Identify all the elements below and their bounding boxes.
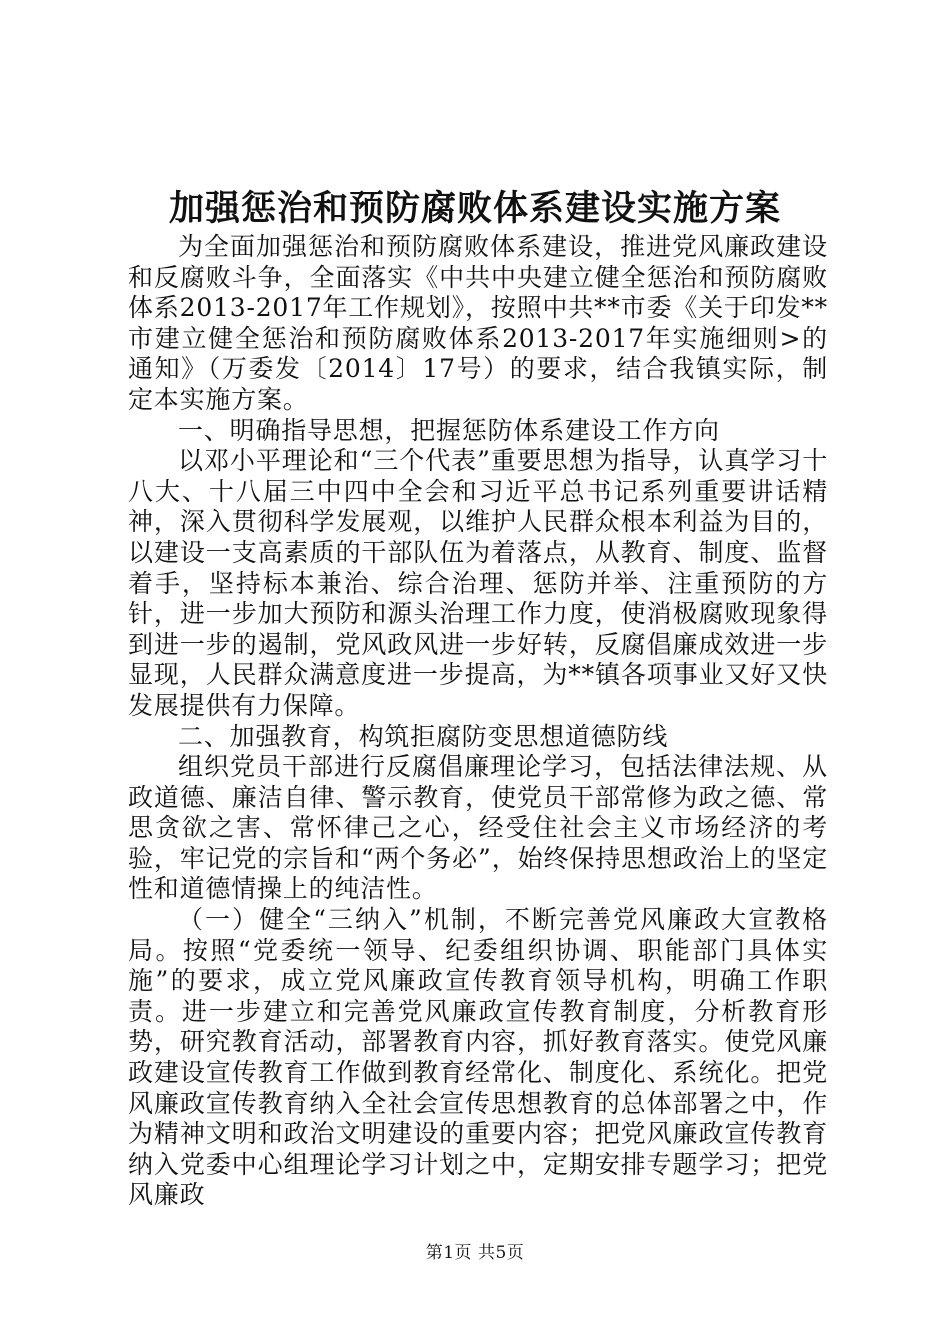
document-body bbox=[128, 232, 828, 1211]
intro-paragraph: 为全面加强惩治和预防腐败体系建设，推进党风廉政建设和反腐败斗争，全面落实《中共中央建立健全惩治和预防腐败体系2013-2017年工作规划》，按照中共**市委《关于印发**市建立健全惩治和预防腐败体系2013-2017年实施细则>的通知》（万委发〔2014〕17号）的要求，结合我镇实际，制定本实施方案。 bbox=[128, 232, 828, 414]
section-heading-1: 一、明确指导思想，把握惩防体系建设工作方向 bbox=[178, 415, 720, 445]
document-title: 加强惩治和预防腐败体系建设实施方案 bbox=[168, 188, 781, 229]
subsection-1-paragraph: （一）健全“三纳入”机制，不断完善党风廉政大宣教格局。按照“党委统一领导、纪委组织协调、职能部门具体实施”的要求，成立党风廉政宣传教育领导机构，明确工作职责。进一步建立和完善党风廉政宣传教育制度，分析教育形势，研究教育活动，部署教育内容，抓好教育落实。使党风廉政建设宣传教育工作做到教育经常化、制度化、系统化。把党风廉政宣传教育纳入全社会宣传思想教育的总体部署之中，作为精神文明和政治文明建设的重要内容；把党风廉政宣传教育纳入党委中心组理论学习计划之中，定期安排专题学习；把党风廉政 bbox=[128, 905, 828, 1210]
section-heading-2: 二、加强教育，构筑拒腐防变思想道德防线 bbox=[178, 721, 669, 751]
page-footer: 第1页 共5页 bbox=[425, 1243, 525, 1263]
guiding-ideology-paragraph: 以邓小平理论和“三个代表”重要思想为指导，认真学习十八大、十八届三中四中全会和习近平总书记系列重要讲话精神，深入贯彻科学发展观，以维护人民群众根本利益为目的，以建设一支高素质的干部队伍为着落点，从教育、制度、监督着手，坚持标本兼治、综合治理、惩防并举、注重预防的方针，进一步加大预防和源头治理工作力度，使消极腐败现象得到进一步的遏制，党风政风进一步好转，反腐倡廉成效进一步显现，人民群众满意度进一步提高，为**镇各项事业又好又快发展提供有力保障。 bbox=[128, 446, 828, 720]
education-paragraph: 组织党员干部进行反腐倡廉理论学习，包括法律法规、从政道德、廉洁自律、警示教育，使党员干部常修为政之德、常思贪欲之害、常怀律己之心，经受住社会主义市场经济的考验，牢记党的宗旨和“两个务必”，始终保持思想政治上的坚定性和道德情操上的纯洁性。 bbox=[128, 752, 828, 904]
